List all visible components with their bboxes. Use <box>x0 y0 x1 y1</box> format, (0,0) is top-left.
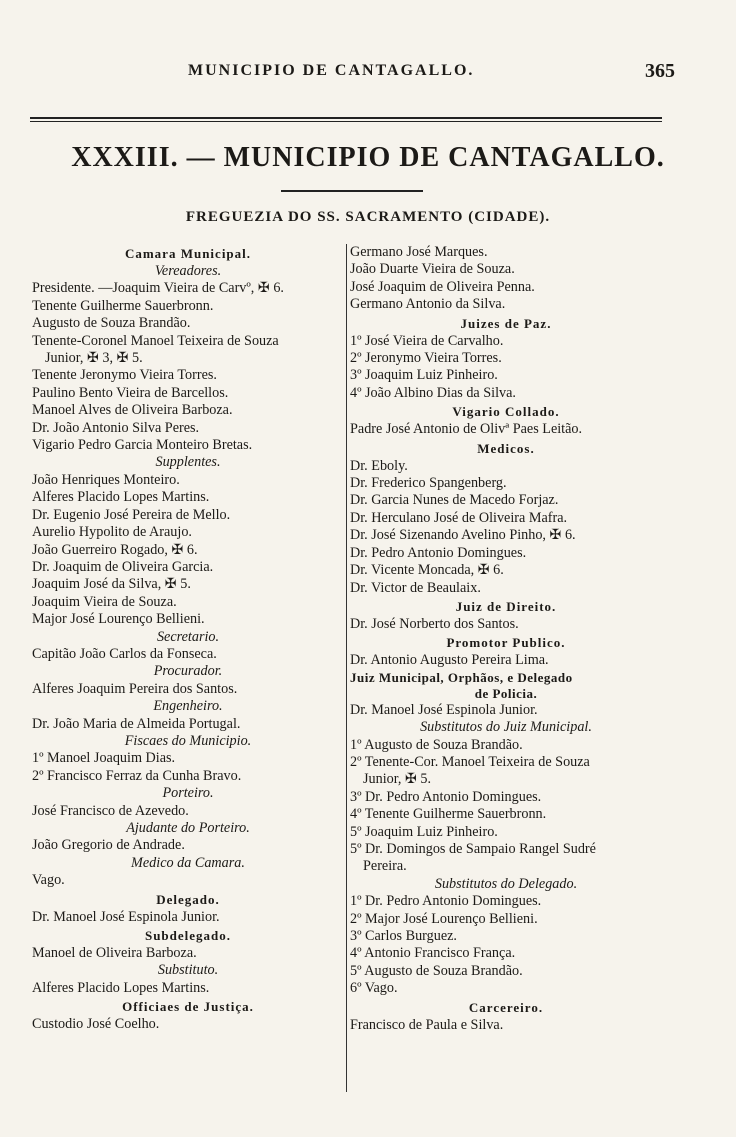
entry-line: Presidente. —Joaquim Vieira de Carvº, ✠ 6. <box>32 280 284 297</box>
entry-line: Dr. José Sizenando Avelino Pinho, ✠ 6. <box>350 527 576 544</box>
entry-line: 3º Joaquim Luiz Pinheiro. <box>350 367 498 384</box>
entry-line: 4º Antonio Francisco França. <box>350 945 516 962</box>
entry-line: Germano Antonio da Silva. <box>350 296 506 313</box>
entry-line: 4º João Albino Dias da Silva. <box>350 384 516 401</box>
entry-line: 2º Francisco Ferraz da Cunha Bravo. <box>32 767 242 784</box>
entry-line: José Joaquim de Oliveira Penna. <box>350 278 535 295</box>
entry-continuation: Junior, ✠ 3, ✠ 5. <box>45 350 143 367</box>
entry-line: Dr. Eboly. <box>350 457 408 474</box>
subsection-heading: Procurador. <box>153 663 223 680</box>
entry-line: 1º José Vieira de Carvalho. <box>350 332 504 349</box>
entry-line: Joaquim Vieira de Souza. <box>32 593 177 610</box>
entry-line: Paulino Bento Vieira de Barcellos. <box>32 384 229 401</box>
entry-line: Augusto de Souza Brandão. <box>32 315 191 332</box>
entry-line: Vigario Pedro Garcia Monteiro Bretas. <box>32 437 253 454</box>
entry-line: Dr. Garcia Nunes de Macedo Forjaz. <box>350 492 559 509</box>
entry-line: Dr. Vicente Moncada, ✠ 6. <box>350 562 504 579</box>
subsection-heading: Substitutos do Juiz Municipal. <box>420 719 592 736</box>
entry-line: 2º Major José Lourenço Bellieni. <box>350 910 538 927</box>
entry-line: João Guerreiro Rogado, ✠ 6. <box>32 541 198 558</box>
section-heading: Juiz Municipal, Orphãos, e Delegado <box>350 669 573 685</box>
title-rule <box>281 190 423 192</box>
subsection-heading: Secretario. <box>156 628 220 645</box>
entry-line: Alferes Placido Lopes Martins. <box>32 489 210 506</box>
section-heading: Subdelegado. <box>144 928 232 944</box>
entry-line: Dr. Eugenio José Pereira de Mello. <box>32 506 231 523</box>
subsection-heading: Ajudante do Porteiro. <box>126 820 250 836</box>
entry-line: João Henriques Monteiro. <box>32 471 180 488</box>
entry-line: Alferes Placido Lopes Martins. <box>32 979 210 996</box>
subsection-heading: Porteiro. <box>162 785 214 802</box>
entry-line: Dr. Antonio Augusto Pereira Lima. <box>350 652 549 669</box>
entry-line: 2º Jeronymo Vieira Torres. <box>350 350 502 367</box>
entry-line: Dr. Manoel José Espinola Junior. <box>350 701 538 718</box>
entry-line: Major José Lourenço Bellieni. <box>32 611 205 628</box>
subsection-heading: Medico da Camara. <box>131 854 245 871</box>
entry-line: Vago. <box>32 872 65 889</box>
entry-line: Germano José Marques. <box>350 244 488 260</box>
section-heading: Carcereiro. <box>468 999 544 1015</box>
subsection-heading: Vereadores. <box>154 263 222 279</box>
section-heading: Officiaes de Justiça. <box>122 999 254 1015</box>
entry-continuation: Junior, ✠ 5. <box>363 771 432 788</box>
section-heading: Vigario Collado. <box>452 404 560 420</box>
entry-line: Dr. João Antonio Silva Peres. <box>32 419 200 436</box>
entry-line: 3º Dr. Pedro Antonio Domingues. <box>350 788 542 805</box>
running-header <box>0 62 736 86</box>
entry-line: Dr. Manoel José Espinola Junior. <box>32 908 220 925</box>
parish-heading: FREGUEZIA DO SS. SACRAMENTO (CIDADE). <box>185 209 551 225</box>
entry-line: Dr. Victor de Beaulaix. <box>350 579 481 596</box>
section-heading: Delegado. <box>156 891 220 907</box>
entry-line: Dr. Joaquim de Oliveira Garcia. <box>32 558 214 575</box>
section-heading: Medicos. <box>477 440 535 456</box>
entry-line: 1º Dr. Pedro Antonio Domingues. <box>350 893 542 910</box>
chapter-title: XXXIII. — MUNICIPIO DE CANTAGALLO. <box>71 142 665 173</box>
subsection-heading: Substituto. <box>157 962 219 979</box>
entry-line: Manoel Alves de Oliveira Barboza. <box>32 402 233 419</box>
entry-line: Padre José Antonio de Olivª Paes Leitão. <box>350 421 583 438</box>
entry-line: Manoel de Oliveira Barboza. <box>32 945 197 962</box>
entry-line: 4º Tenente Guilherme Sauerbronn. <box>350 806 547 823</box>
entry-line: Dr. Pedro Antonio Domingues. <box>350 544 527 561</box>
section-heading-continuation: de Policia. <box>474 685 538 701</box>
left-column <box>32 244 344 1034</box>
entry-line: João Duarte Vieira de Souza. <box>350 261 515 278</box>
entry-line: Alferes Joaquim Pereira dos Santos. <box>32 680 238 697</box>
right-column <box>350 244 662 1034</box>
entry-line: Dr. Frederico Spangenberg. <box>350 475 507 492</box>
entry-line: 5º Dr. Domingos de Sampaio Rangel Sudré <box>350 840 596 857</box>
entry-line: Joaquim José da Silva, ✠ 5. <box>32 576 191 593</box>
entry-line: 5º Augusto de Souza Brandão. <box>350 962 523 979</box>
section-heading: Juizes de Paz. <box>460 315 552 331</box>
entry-line: 2º Tenente-Cor. Manoel Teixeira de Souza <box>350 753 590 770</box>
entry-line: Francisco de Paula e Silva. <box>350 1016 504 1033</box>
subsection-heading: Engenheiro. <box>153 698 223 715</box>
section-heading: Juiz de Direito. <box>455 598 557 614</box>
entry-line: Aurelio Hypolito de Araujo. <box>32 524 192 541</box>
entry-line: Dr. José Norberto dos Santos. <box>350 615 519 632</box>
entry-line: 5º Joaquim Luiz Pinheiro. <box>350 823 498 840</box>
header-rule <box>30 117 662 122</box>
entry-continuation: Pereira. <box>363 858 407 875</box>
running-title: MUNICIPIO DE CANTAGALLO. <box>188 62 475 79</box>
subsection-heading: Fiscaes do Municipio. <box>124 732 252 749</box>
subsection-heading: Substitutos do Delegado. <box>434 875 578 892</box>
entry-line: Custodio José Coelho. <box>32 1016 160 1033</box>
entry-line: 3º Carlos Burguez. <box>350 928 457 944</box>
entry-line: Dr. Herculano José de Oliveira Mafra. <box>350 509 568 526</box>
entry-line: Dr. João Maria de Almeida Portugal. <box>32 715 241 732</box>
column-divider <box>346 244 347 1092</box>
page-number: 365 <box>645 60 675 82</box>
entry-line: Tenente Guilherme Sauerbronn. <box>32 297 214 314</box>
subsection-heading: Supplentes. <box>155 454 221 471</box>
entry-line: 1º Manoel Joaquim Dias. <box>32 750 176 767</box>
entry-line: Tenente Jeronymo Vieira Torres. <box>32 367 217 384</box>
entry-line: 6º Vago. <box>350 980 398 997</box>
entry-line: Tenente-Coronel Manoel Teixeira de Souza <box>32 332 279 349</box>
section-heading: Camara Municipal. <box>124 246 252 261</box>
entry-line: Capitão João Carlos da Fonseca. <box>32 645 217 662</box>
section-heading: Promotor Publico. <box>446 635 566 651</box>
entry-line: José Francisco de Azevedo. <box>32 802 189 819</box>
entry-line: João Gregorio de Andrade. <box>32 837 185 854</box>
entry-line: 1º Augusto de Souza Brandão. <box>350 736 523 753</box>
